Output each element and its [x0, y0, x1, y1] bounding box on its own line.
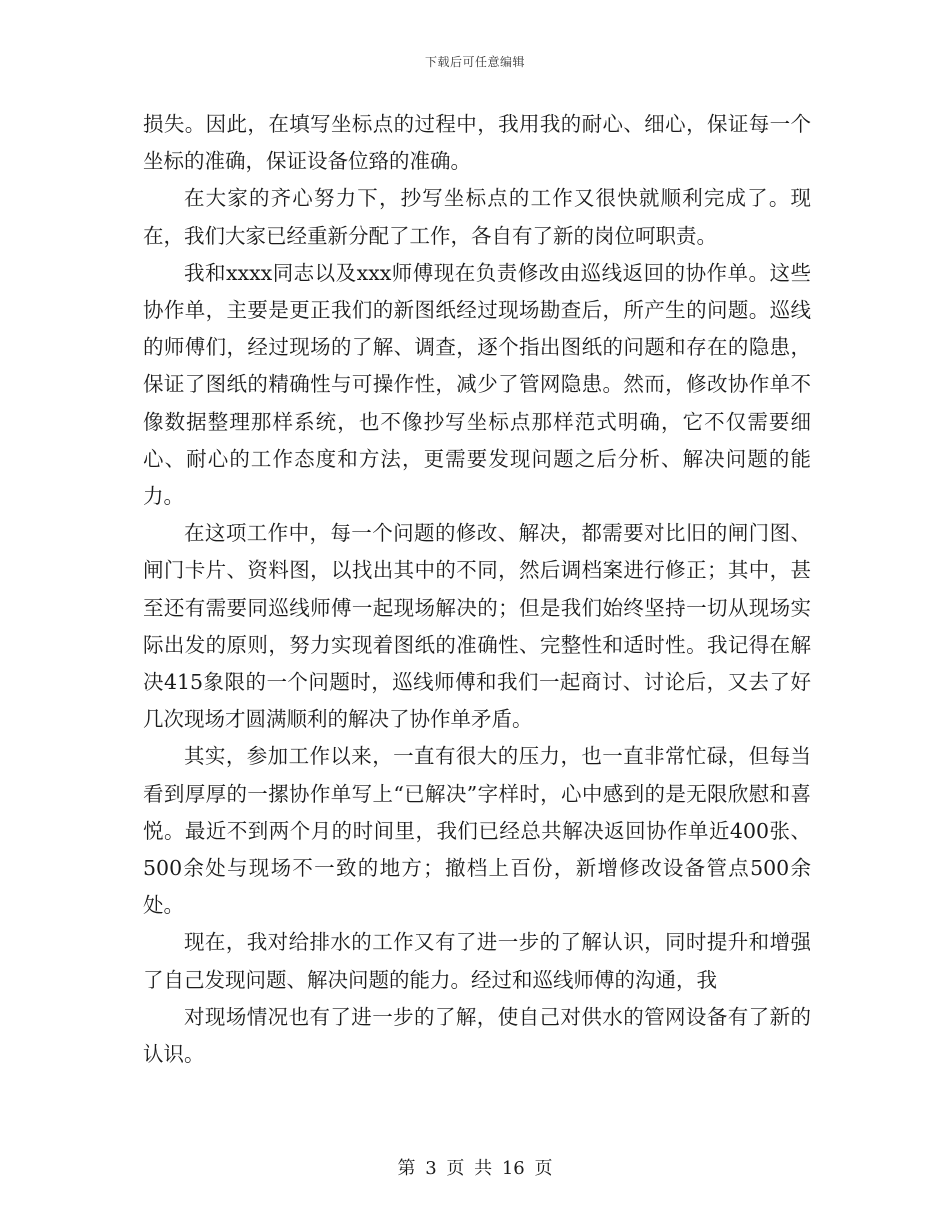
paragraph: 损失。因此，在填写坐标点的过程中，我用我的耐心、细心，保证每一个坐标的准确，保证设备位臵的准确。 — [143, 112, 811, 174]
document-body — [143, 106, 811, 1073]
paragraph: 在这项工作中，每一个问题的修改、解决，都需要对比旧的闸门图、闸门卡片、资料图，以找出其中的不同，然后调档案进行修正；其中，甚至还有需要同巡线师傅一起现场解决的；但是我们始终坚持一切从现场实际出发的原则，努力实现着图纸的准确性、完整性和适时性。我记得在解决415象限的一个问题时，巡线师傅和我们一起商讨、讨论后，又去了好几次现场才圆满顺利的解决了协作单矛盾。 — [143, 521, 811, 732]
page-header: 下载后可任意编辑 — [424, 55, 525, 69]
paragraph: 其实，参加工作以来，一直有很大的压力，也一直非常忙碌，但每当看到厚厚的一摞协作单写上“已解决”字样时，心中感到的是无限欣慰和喜悦。最近不到两个月的时间里，我们已经总共解决返回协作单近400张、500余处与现场不一致的地方；撤档上百份，新增修改设备管点500余处。 — [143, 744, 811, 918]
paragraph: 对现场情况也有了进一步的了解，使自己对供水的管网设备有了新的认识。 — [143, 1004, 811, 1067]
paragraph: 现在，我对给排水的工作又有了进一步的了解认识，同时提升和增强了自己发现问题、解决问题的能力。经过和巡线师傅的沟通，我 — [143, 930, 811, 992]
paragraph: 在大家的齐心努力下，抄写坐标点的工作又很快就顺利完成了。现在，我们大家已经重新分配了工作，各自有了新的岗位呵职责。 — [143, 186, 811, 248]
paragraph: 我和xxxx同志以及xxx师傅现在负责修改由巡线返回的协作单。这些协作单，主要是更正我们的新图纸经过现场勘查后，所产生的问题。巡线的师傅们，经过现场的了解、调查，逐个指出图纸的问题和存在的隐患，保证了图纸的精确性与可操作性，减少了管网隐患。然而，修改协作单不像数据整理那样系统，也不像抄写坐标点那样范式明确，它不仅需要细心、耐心的工作态度和方法，更需要发现问题之后分析、解决问题的能力。 — [143, 260, 811, 509]
page-number-footer: 第 3 页 共 16 页 — [397, 1158, 553, 1179]
